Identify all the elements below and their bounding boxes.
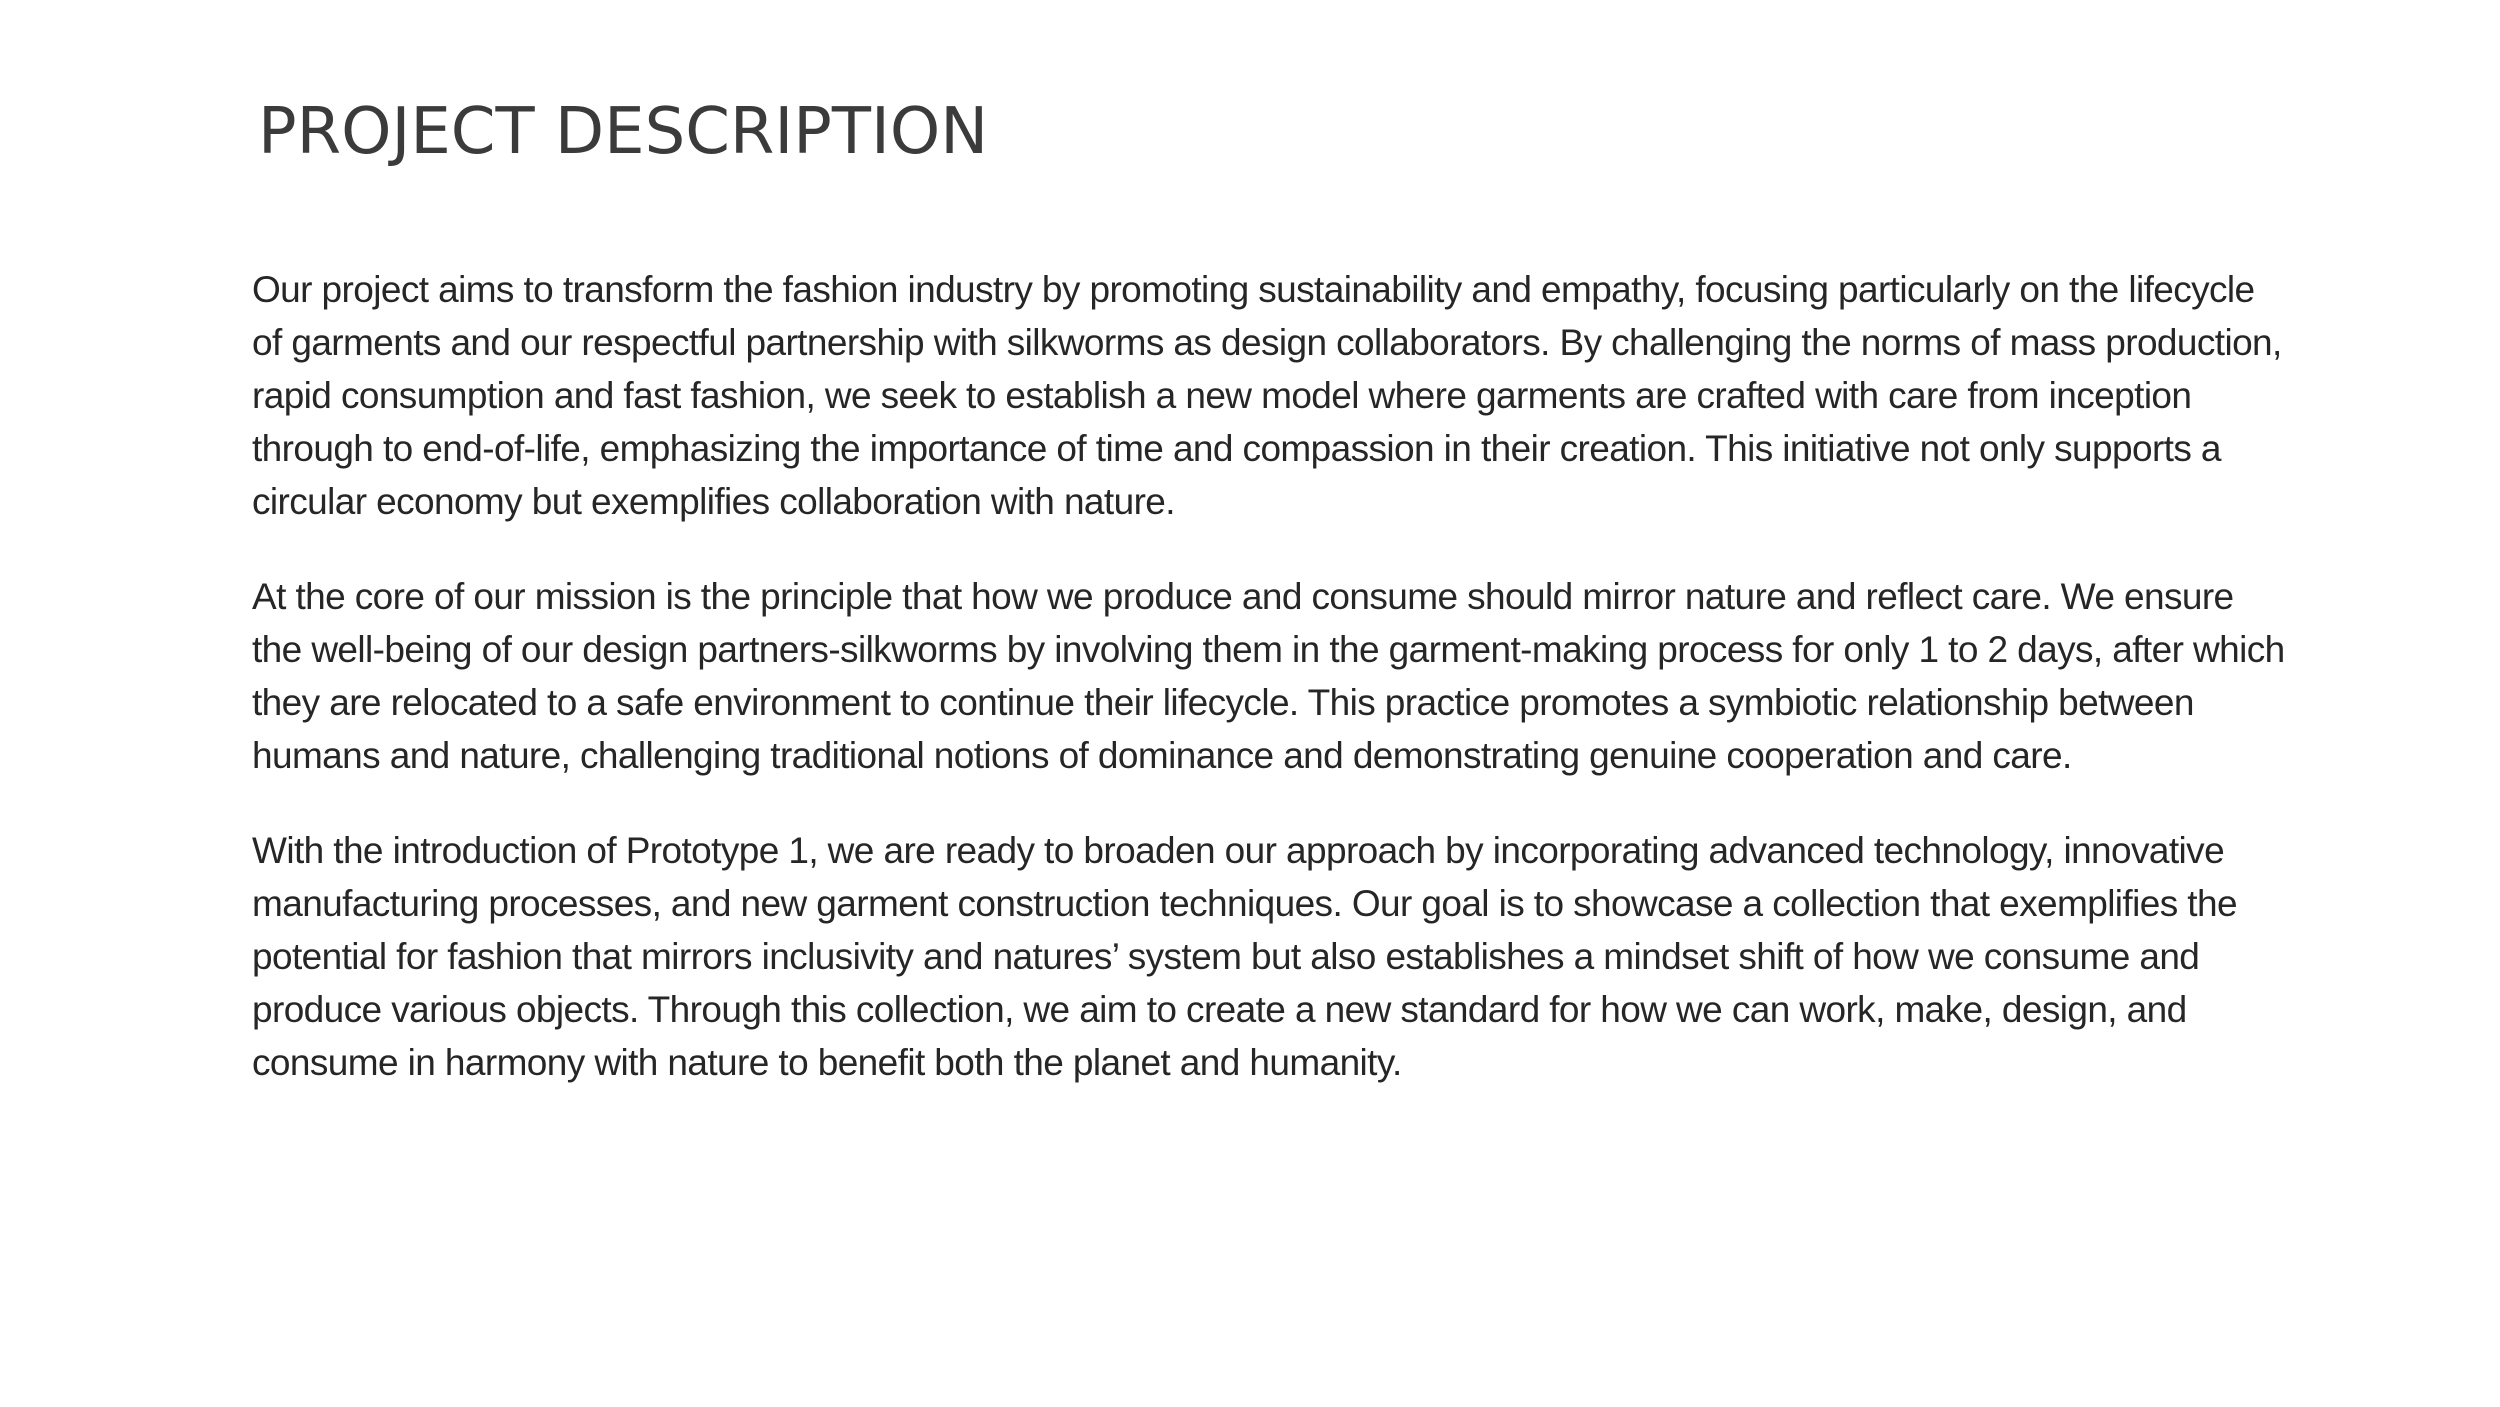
paragraph-intro: Our project aims to transform the fashion industry by promoting sustainability and empathy, focusing particularly on the lifecycle of garments and our respectful partnership with silkworms as design collaborators. By challenging the norms of mass production, rapid consumption and fast fashion, we seek to establish a new model where garments are crafted with care from inception through to end-of-life, emphasizing the importance of time and compassion in their creation. This initiative not only supports a circular economy but exemplifies collaboration with nature.: [252, 269, 2282, 522]
page-title: PROJECT DESCRIPTION: [258, 95, 989, 169]
paragraph-prototype: With the introduction of Prototype 1, we are ready to broaden our approach by incorporating advanced technology, innovative manufacturing processes, and new garment construction techniques. Our goal is to showcase a collection that exemplifies the potential for fashion that mirrors inclusivity and natures’ system but also establishes a mindset shift of how we consume and produce various objects. Through this collection, we aim to create a new standard for how we can work, make, design, and consume in harmony with nature to benefit both the planet and humanity.: [252, 830, 2237, 1083]
paragraph-mission: At the core of our mission is the principle that how we produce and consume should mirror nature and reflect care. We ensure the well-being of our design partners-silkworms by involving them in the garment-making process for only 1 to 2 days, after which they are relocated to a safe environment to continue their lifecycle. This practice promotes a symbiotic relationship between humans and nature, challenging traditional notions of dominance and demonstrating genuine cooperation and care.: [252, 576, 2285, 776]
description-body: [252, 263, 2287, 1089]
